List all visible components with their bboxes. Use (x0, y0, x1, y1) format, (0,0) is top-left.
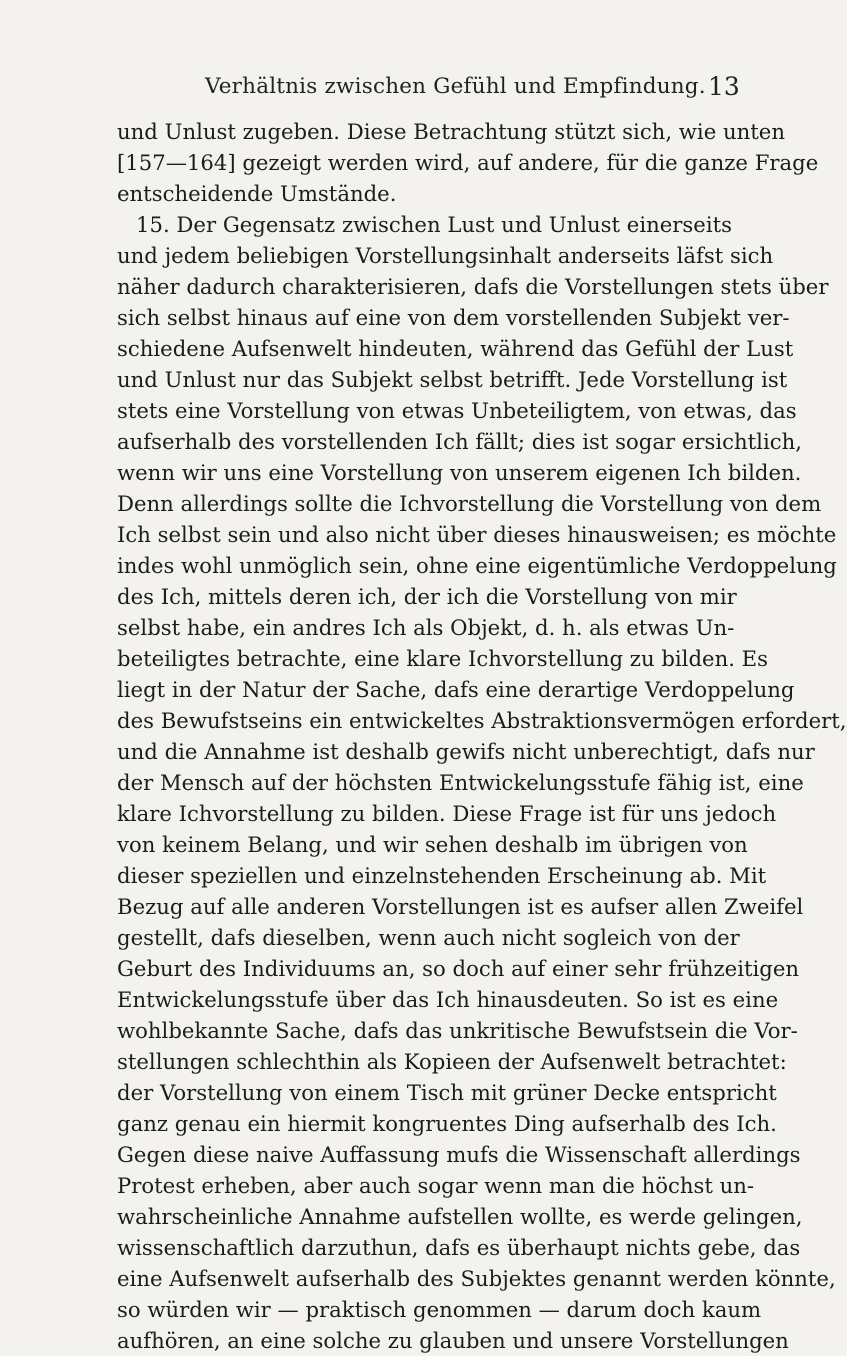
text-line: schiedene Aufsenwelt hindeuten, während das Gefühl der Lust (117, 336, 794, 361)
text-line: selbst habe, ein andres Ich als Objekt, d. h. als etwas Un- (117, 615, 735, 640)
text-line: aufserhalb des vorstellenden Ich fällt; dies ist sogar ersichtlich, (117, 429, 802, 454)
text-line: des Bewufstseins ein entwickeltes Abstraktionsvermögen erfordert, (117, 708, 847, 733)
text-line: wahrscheinliche Annahme aufstellen wollte, es werde gelingen, (117, 1204, 803, 1229)
text-line: der Vorstellung von einem Tisch mit grüner Decke entspricht (117, 1080, 777, 1105)
text-line: von keinem Belang, und wir sehen deshalb im übrigen von (117, 832, 748, 857)
text-line: und Unlust zugeben. Diese Betrachtung stützt sich, wie unten (117, 119, 785, 144)
text-line: und jedem beliebigen Vorstellungsinhalt anderseits läfst sich (117, 243, 774, 268)
text-line: Protest erheben, aber auch sogar wenn man die höchst un- (117, 1173, 755, 1198)
text-line: stellungen schlechthin als Kopieen der Aufsenwelt betrachtet: (117, 1049, 787, 1074)
text-line: gestellt, dafs dieselben, wenn auch nicht sogleich von der (117, 925, 740, 950)
text-line: wohlbekannte Sache, dafs das unkritische Bewufstsein die Vor- (117, 1018, 798, 1043)
running-title: Verhältnis zwischen Gefühl und Empfindung. (205, 74, 706, 99)
text-line: eine Aufsenwelt aufserhalb des Subjektes genannt werden könnte, (117, 1266, 836, 1291)
text-line: liegt in der Natur der Sache, dafs eine derartige Verdoppelung (117, 677, 795, 702)
text-line: [157—164] gezeigt werden wird, auf andere, für die ganze Frage (117, 150, 819, 175)
text-line: näher dadurch charakterisieren, dafs die Vorstellungen stets über (117, 274, 829, 299)
text-line: und Unlust nur das Subjekt selbst betrifft. Jede Vorstellung ist (117, 367, 788, 392)
text-line: der Mensch auf der höchsten Entwickelungsstufe fähig ist, eine (117, 770, 804, 795)
text-line: des Ich, mittels deren ich, der ich die Vorstellung von mir (117, 584, 737, 609)
text-line: stets eine Vorstellung von etwas Unbeteiligtem, von etwas, das (117, 398, 797, 423)
text-line: sich selbst hinaus auf eine von dem vorstellenden Subjekt ver- (117, 305, 790, 330)
text-line: wissenschaftlich darzuthun, dafs es überhaupt nichts gebe, das (117, 1235, 801, 1260)
text-line: aufhören, an eine solche zu glauben und unsere Vorstellungen (117, 1328, 789, 1353)
running-head (0, 74, 800, 104)
text-line: wenn wir uns eine Vorstellung von unserem eigenen Ich bilden. (117, 460, 802, 485)
text-line: Bezug auf alle anderen Vorstellungen ist es aufser allen Zweifel (117, 894, 804, 919)
section-heading-line: 15. Der Gegensatz zwischen Lust und Unlust einerseits (136, 212, 733, 237)
text-line: Ich selbst sein und also nicht über dieses hinausweisen; es möchte (117, 522, 837, 547)
text-line: entscheidende Umstände. (117, 181, 397, 206)
text-line: Entwickelungsstufe über das Ich hinausdeuten. So ist es eine (117, 987, 779, 1012)
text-line: Denn allerdings sollte die Ichvorstellung die Vorstellung von dem (117, 491, 822, 516)
text-line: Gegen diese naive Auffassung mufs die Wissenschaft allerdings (117, 1142, 801, 1167)
text-line: so würden wir — praktisch genommen — darum doch kaum (117, 1297, 762, 1322)
page-number: 13 (708, 72, 740, 101)
text-line: Geburt des Individuums an, so doch auf einer sehr frühzeitigen (117, 956, 800, 981)
text-line: und die Annahme ist deshalb gewifs nicht unberechtigt, dafs nur (117, 739, 815, 764)
text-line: indes wohl unmöglich sein, ohne eine eigentümliche Verdoppelung (117, 553, 837, 578)
text-line: beteiligtes betrachte, eine klare Ichvorstellung zu bilden. Es (117, 646, 769, 671)
text-line: dieser speziellen und einzelnstehenden Erscheinung ab. Mit (117, 863, 767, 888)
text-line: ganz genau ein hiermit kongruentes Ding aufserhalb des Ich. (117, 1111, 777, 1136)
text-line: klare Ichvorstellung zu bilden. Diese Frage ist für uns jedoch (117, 801, 777, 826)
